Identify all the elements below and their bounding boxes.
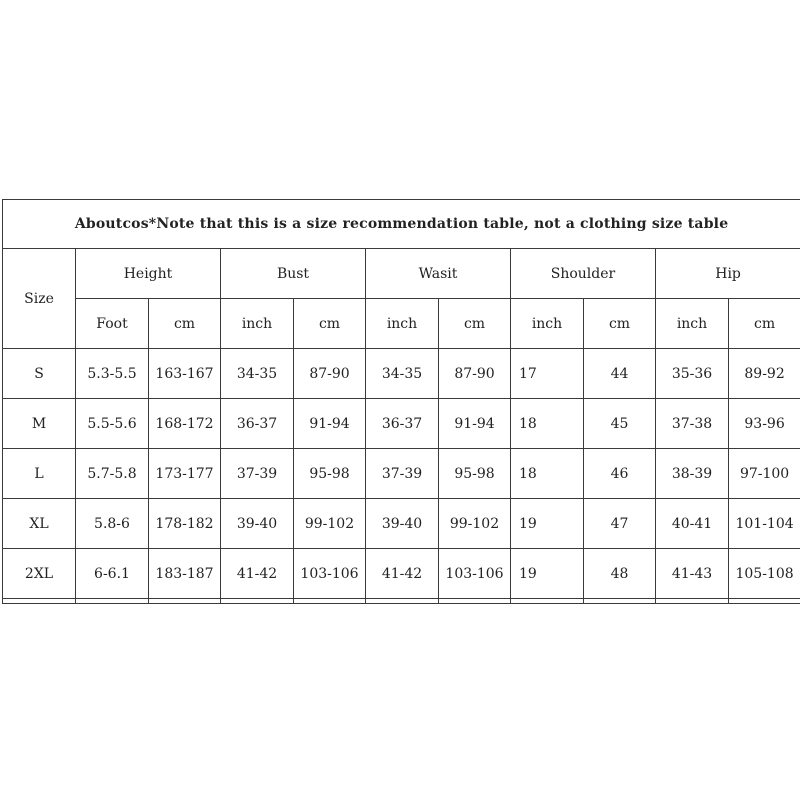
header-height: Height — [76, 249, 221, 299]
table-cell: 6-6.1 — [76, 549, 149, 599]
table-cell: 5.7-5.8 — [76, 449, 149, 499]
table-cell: 5.5-5.6 — [76, 399, 149, 449]
unit-bust-cm: cm — [294, 299, 366, 349]
unit-hip-cm: cm — [729, 299, 800, 349]
table-cell: 173-177 — [149, 449, 221, 499]
title-row — [3, 200, 800, 249]
table-cell: 35-36 — [656, 349, 729, 399]
table-cell: 37-38 — [656, 399, 729, 449]
table-cell: 45 — [584, 399, 656, 449]
table-cell: 36-37 — [221, 399, 294, 449]
table-cell: 91-94 — [439, 399, 511, 449]
row-size-label: L — [3, 449, 76, 499]
table-row — [3, 349, 800, 399]
table-cell: 103-106 — [294, 549, 366, 599]
header-waist: Wasit — [366, 249, 511, 299]
row-size-label: S — [3, 349, 76, 399]
group-header-row — [3, 249, 800, 299]
size-recommendation-table — [2, 199, 800, 604]
table-cell: 101-104 — [729, 499, 800, 549]
unit-hip-inch: inch — [656, 299, 729, 349]
table-cell: 163-167 — [149, 349, 221, 399]
table-cell: 44 — [584, 349, 656, 399]
table-cell: 183-187 — [149, 549, 221, 599]
unit-height-foot: Foot — [76, 299, 149, 349]
table-cell: 87-90 — [439, 349, 511, 399]
header-hip: Hip — [656, 249, 800, 299]
table-cell: 19 — [511, 549, 584, 599]
table-cell: 34-35 — [366, 349, 439, 399]
row-size-label: M — [3, 399, 76, 449]
table-cell: 39-40 — [221, 499, 294, 549]
table-cell: 18 — [511, 449, 584, 499]
table-cell: 39-40 — [366, 499, 439, 549]
table-row — [3, 449, 800, 499]
table-cell: 40-41 — [656, 499, 729, 549]
table-row — [3, 499, 800, 549]
table-cell: 38-39 — [656, 449, 729, 499]
table-cell: 95-98 — [439, 449, 511, 499]
table-cell: 178-182 — [149, 499, 221, 549]
unit-bust-inch: inch — [221, 299, 294, 349]
unit-height-cm: cm — [149, 299, 221, 349]
table-cell: 95-98 — [294, 449, 366, 499]
header-bust: Bust — [221, 249, 366, 299]
table-cell: 93-96 — [729, 399, 800, 449]
table-cell: 41-42 — [366, 549, 439, 599]
table-cell: 168-172 — [149, 399, 221, 449]
table-cell: 103-106 — [439, 549, 511, 599]
table-cell: 99-102 — [439, 499, 511, 549]
unit-waist-cm: cm — [439, 299, 511, 349]
table-cell: 41-43 — [656, 549, 729, 599]
table-cell: 87-90 — [294, 349, 366, 399]
row-size-label: XL — [3, 499, 76, 549]
table-cell: 37-39 — [366, 449, 439, 499]
table-cell: 17 — [511, 349, 584, 399]
table-cell: 34-35 — [221, 349, 294, 399]
table-trailing-edge — [3, 599, 800, 604]
size-header: Size — [3, 249, 76, 349]
table-cell: 47 — [584, 499, 656, 549]
table-cell: 41-42 — [221, 549, 294, 599]
table-row — [3, 549, 800, 599]
table-cell: 99-102 — [294, 499, 366, 549]
table-cell: 18 — [511, 399, 584, 449]
table-cell: 5.3-5.5 — [76, 349, 149, 399]
unit-header-row — [3, 299, 800, 349]
table-cell: 46 — [584, 449, 656, 499]
table-row — [3, 399, 800, 449]
table-cell: 97-100 — [729, 449, 800, 499]
table-cell: 37-39 — [221, 449, 294, 499]
table-cell: 105-108 — [729, 549, 800, 599]
table-cell: 19 — [511, 499, 584, 549]
unit-shoulder-cm: cm — [584, 299, 656, 349]
table-cell: 48 — [584, 549, 656, 599]
table-cell: 5.8-6 — [76, 499, 149, 549]
unit-waist-inch: inch — [366, 299, 439, 349]
header-shoulder: Shoulder — [511, 249, 656, 299]
table-cell: 89-92 — [729, 349, 800, 399]
table-cell: 36-37 — [366, 399, 439, 449]
row-size-label: 2XL — [3, 549, 76, 599]
table-cell: 91-94 — [294, 399, 366, 449]
table-title: Aboutcos*Note that this is a size recommendation table, not a clothing size table — [3, 200, 800, 249]
unit-shoulder-inch: inch — [511, 299, 584, 349]
